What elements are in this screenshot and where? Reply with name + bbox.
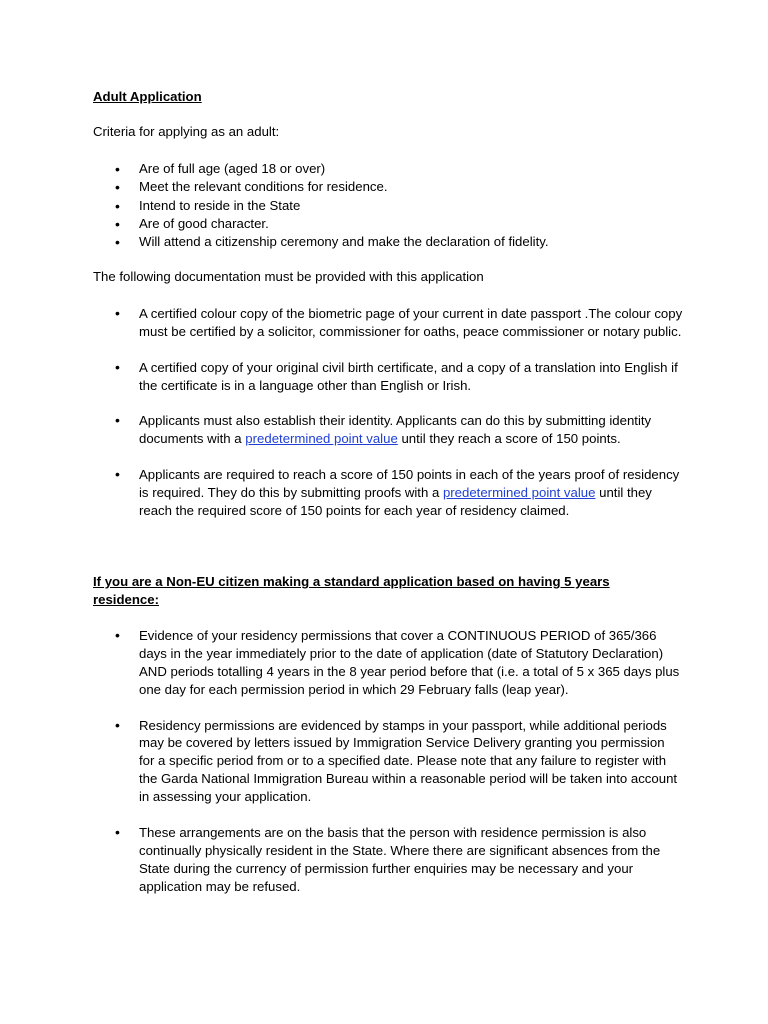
criteria-text: Intend to reside in the State bbox=[139, 197, 301, 213]
bullet-icon: • bbox=[115, 627, 120, 643]
bullet-icon: • bbox=[115, 179, 120, 196]
criteria-text: Meet the relevant conditions for residence. bbox=[139, 179, 388, 195]
non-eu-item bbox=[93, 824, 683, 896]
documentation-item bbox=[93, 305, 683, 341]
non-eu-text: Evidence of your residency permissions that cover a CONTINUOUS PERIOD of 365/366 days in the year immediately prior to the date of application (date of Statutory Declaration) AND periods totalling 4 years in the 8 year period before that (i.e. a total of 5 x 365 days plus one day for each permission period in which 29 February falls (leap year). bbox=[139, 628, 680, 697]
criteria-text: Will attend a citizenship ceremony and make the declaration of fidelity. bbox=[139, 234, 549, 250]
bullet-icon: • bbox=[115, 234, 120, 251]
non-eu-item bbox=[93, 717, 683, 807]
documentation-text: until they reach the required score of 150 points for each year of residency claimed. bbox=[139, 485, 652, 518]
documentation-text: A certified colour copy of the biometric page of your current in date passport .The colour copy must be certified by a solicitor, commissioner for oaths, peace commissioner or notary public. bbox=[139, 306, 683, 339]
bullet-icon: • bbox=[115, 197, 120, 214]
non-eu-heading: If you are a Non-EU citizen making a standard application based on having 5 years residence: bbox=[93, 574, 610, 607]
bullet-icon: • bbox=[115, 305, 120, 321]
documentation-text: Applicants are required to reach a score of 150 points in each of the years proof of residency is required. They do this by submitting proofs with a bbox=[139, 467, 680, 501]
documentation-item bbox=[93, 466, 683, 520]
bullet-icon: • bbox=[115, 716, 120, 733]
documentation-text: Applicants must also establish their identity. Applicants can do this by submitting identity documents with a bbox=[139, 413, 652, 447]
documentation-list bbox=[93, 305, 683, 520]
criteria-item bbox=[93, 178, 693, 196]
criteria-item bbox=[93, 233, 693, 251]
non-eu-text: Residency permissions are evidenced by stamps in your passport, while additional periods may be covered by letters issued by Immigration Service Delivery granting you permission for a specific period from or to a specified date. Please note that any failure to register with the Garda National Immigration Bureau within a reasonable period will be taken into account in assessing your application. bbox=[139, 717, 678, 805]
documentation-text: A certified copy of your original civil birth certificate, and a copy of a translation into English if the certificate is in a language other than English or Irish. bbox=[139, 359, 678, 393]
bullet-icon: • bbox=[115, 823, 120, 840]
predetermined-point-value-link[interactable]: predetermined point value bbox=[442, 485, 596, 501]
bullet-icon: • bbox=[115, 161, 120, 177]
criteria-item bbox=[93, 160, 693, 178]
criteria-text: Are of good character. bbox=[139, 215, 269, 231]
criteria-list bbox=[93, 160, 693, 251]
documentation-item bbox=[93, 359, 683, 395]
criteria-item bbox=[93, 197, 693, 215]
bullet-icon: • bbox=[115, 466, 120, 483]
documentation-intro: The following documentation must be provided with this application bbox=[93, 269, 484, 284]
bullet-icon: • bbox=[115, 358, 120, 375]
documentation-text: until they reach a score of 150 points. bbox=[397, 431, 621, 447]
non-eu-text: These arrangements are on the basis that the person with residence permission is also continually physically resident in the State. Where there are significant absences from the State during the currency of permission further enquiries may be necessary and your application may be refused. bbox=[139, 824, 661, 894]
criteria-text: Are of full age (aged 18 or over) bbox=[139, 161, 326, 176]
bullet-icon: • bbox=[115, 215, 120, 232]
criteria-intro: Criteria for applying as an adult: bbox=[93, 124, 280, 139]
bullet-icon: • bbox=[115, 412, 120, 429]
predetermined-point-value-link[interactable]: predetermined point value bbox=[245, 431, 398, 447]
documentation-item bbox=[93, 412, 683, 448]
criteria-item bbox=[93, 215, 693, 233]
page-title: Adult Application bbox=[93, 89, 202, 104]
non-eu-item bbox=[93, 627, 683, 699]
non-eu-list bbox=[93, 627, 683, 896]
